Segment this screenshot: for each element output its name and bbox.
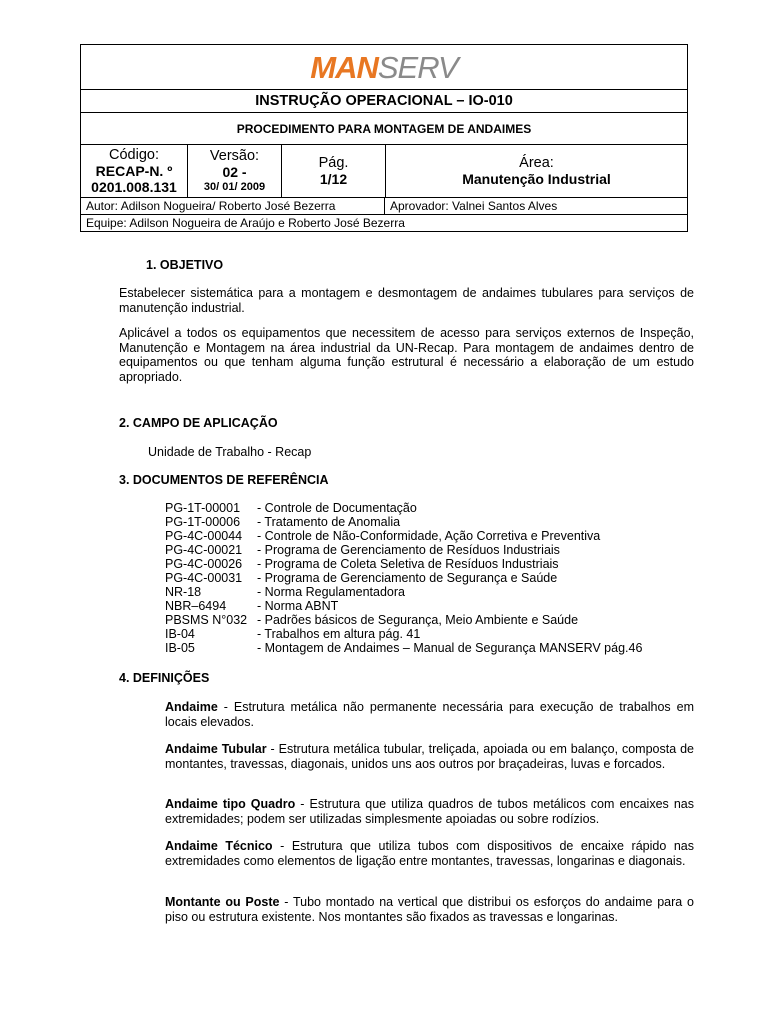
pagina-label: Pág. (318, 155, 349, 171)
reference-code: PG-4C-00044 (165, 529, 243, 543)
document-subtitle: PROCEDIMENTO PARA MONTAGEM DE ANDAIMES (81, 112, 687, 144)
definition-text: - Estrutura que utiliza quadros de tubos metálicos com encaixes nas extremidades; podem ser utilizadas simplesmente apoiadas ou sobre rodízios. (165, 797, 694, 826)
area-value: Manutenção Industrial (462, 171, 611, 187)
author-row (81, 197, 687, 214)
section-1-paragraph-2: Aplicável a todos os equipamentos que necessitem de acesso para serviços externos de Inspeção, Manutenção e Montagem na área industrial da UN-Recap. Para montagem de andaimes dentro de equipamentos ou que tenham alguma função estrutural é necessário a elaboração de um estudo apropriado. (119, 326, 694, 384)
reference-row (165, 627, 695, 641)
definition-term: Andaime Tubular (165, 742, 267, 756)
pagina-cell (281, 145, 385, 197)
reference-list (165, 501, 695, 655)
reference-code: PG-4C-00026 (165, 557, 243, 571)
versao-date: 30/ 01/ 2009 (203, 181, 266, 193)
header-table (80, 44, 688, 232)
reference-row (165, 599, 695, 613)
codigo-cell (81, 145, 187, 197)
document-title: INSTRUÇÃO OPERACIONAL – IO-010 (81, 89, 687, 112)
reference-row (165, 501, 695, 515)
section-1-paragraph-1: Estabelecer sistemática para a montagem e desmontagem de andaimes tubulares para serviços de manutenção industrial. (119, 286, 694, 315)
manserv-logo (310, 49, 458, 85)
reference-description: - Norma Regulamentadora (257, 585, 405, 599)
reference-description: - Trabalhos em altura pág. 41 (257, 627, 421, 641)
reference-code: NBR–6494 (165, 599, 227, 613)
logo-man-text: MAN (310, 49, 378, 85)
definition-term: Andaime (165, 700, 218, 714)
definition-item (165, 839, 694, 868)
definition-term: Montante ou Poste (165, 895, 280, 909)
reference-code: PG-1T-00006 (165, 515, 241, 529)
definition-text: - Tubo montado na vertical que distribui os esforços do andaime para o piso ou estrutura existente. Nos montantes são fixados as travessas e longarinas. (165, 895, 694, 924)
definition-item (165, 742, 694, 771)
reference-code: PG-4C-00031 (165, 571, 243, 585)
reference-description: - Programa de Gerenciamento de Segurança e Saúde (257, 571, 558, 585)
reference-description: - Programa de Coleta Seletiva de Resíduos Industriais (257, 557, 559, 571)
reference-row (165, 585, 695, 599)
reference-description: - Montagem de Andaimes – Manual de Segurança MANSERV pág.46 (257, 641, 643, 655)
definition-item (165, 797, 694, 826)
definition-term: Andaime Técnico (165, 839, 273, 853)
logo-row (81, 45, 687, 89)
section-2-text: Unidade de Trabalho - Recap (148, 445, 312, 459)
definition-term: Andaime tipo Quadro (165, 797, 296, 811)
section-2-heading: 2. CAMPO DE APLICAÇÃO (119, 416, 278, 430)
area-cell (385, 145, 687, 197)
reference-code: PBSMS N°032 (165, 613, 248, 627)
pagina-value: 1/12 (319, 171, 348, 187)
reference-code: PG-4C-00021 (165, 543, 243, 557)
reference-code: PG-1T-00001 (165, 501, 241, 515)
area-label: Área: (519, 155, 554, 171)
definition-item (165, 895, 694, 924)
versao-cell (187, 145, 281, 197)
reference-description: - Padrões básicos de Segurança, Meio Ambiente e Saúde (257, 613, 579, 627)
reference-description: - Programa de Gerenciamento de Resíduos Industriais (257, 543, 560, 557)
reference-row (165, 557, 695, 571)
reference-code: NR-18 (165, 585, 202, 599)
approver-text: Aprovador: Valnei Santos Alves (390, 199, 558, 213)
section-1-heading: 1. OBJETIVO (146, 258, 224, 272)
reference-code: IB-05 (165, 641, 195, 655)
versao-label: Versão: (209, 148, 260, 164)
reference-row (165, 641, 695, 655)
reference-row (165, 571, 695, 585)
info-row (81, 144, 687, 197)
reference-row (165, 529, 695, 543)
reference-row (165, 613, 695, 627)
section-4-heading: 4. DEFINIÇÕES (119, 671, 210, 685)
codigo-value-2: 0201.008.131 (91, 179, 177, 195)
reference-row (165, 543, 695, 557)
logo-serv-text: SERV (377, 49, 458, 85)
definition-item (165, 700, 694, 729)
codigo-label: Código: (109, 147, 159, 163)
reference-description: - Norma ABNT (257, 599, 339, 613)
section-3-heading: 3. DOCUMENTOS DE REFERÊNCIA (119, 473, 329, 487)
team-text: Equipe: Adilson Nogueira de Araújo e Roberto José Bezerra (81, 214, 687, 231)
definition-text: - Estrutura que utiliza tubos com dispositivos de encaixe rápido nas extremidades como elementos de ligação entre montantes, travessas, longarinas e diagonais. (165, 839, 694, 868)
reference-row (165, 515, 695, 529)
reference-description: - Tratamento de Anomalia (257, 515, 401, 529)
versao-value: 02 - (222, 164, 247, 180)
definition-text: - Estrutura metálica tubular, treliçada, apoiada ou em balanço, composta de montantes, travessas, diagonais, unidos uns aos outros por braçadeiras, luvas e forcados. (165, 742, 694, 771)
codigo-value-1: RECAP-N. º (95, 163, 173, 179)
reference-description: - Controle de Documentação (257, 501, 417, 515)
reference-code: IB-04 (165, 627, 195, 641)
definition-text: - Estrutura metálica não permanente necessária para execução de trabalhos em locais elevados. (165, 700, 694, 729)
reference-description: - Controle de Não-Conformidade, Ação Corretiva e Preventiva (257, 529, 601, 543)
author-text: Autor: Adilson Nogueira/ Roberto José Bezerra (81, 198, 385, 214)
